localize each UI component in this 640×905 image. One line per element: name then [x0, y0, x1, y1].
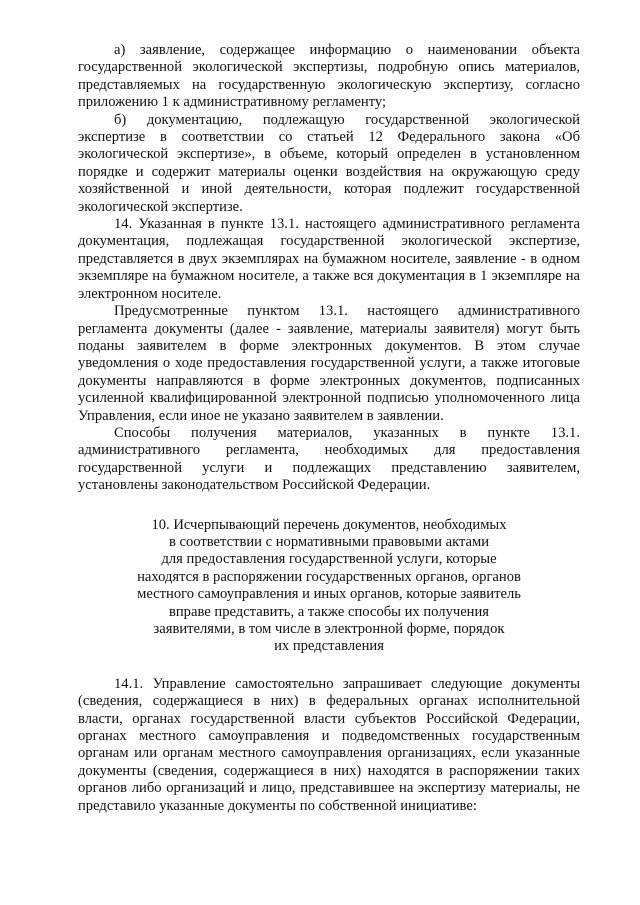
- paragraph-clause-14-1: 14.1. Управление самостоятельно запрашивает следующие документы (сведения, содержащиеся в них) в федеральных органах исполнительной власти, органах государственной власти субъектов Российской Федерации, органах местного самоуправления и подведомственных государственным органам или органам местного самоуправления организациях, если указанные документы (сведения, содержащиеся в них) находятся в распоряжении таких органов либо организаций и лицо, представившее на экспертизу материалы, не представило указанные документы по собственной инициативе:: [78, 675, 580, 814]
- heading-line: находятся в распоряжении государственных органов, органов: [137, 568, 521, 585]
- heading-line: их представления: [274, 638, 384, 655]
- paragraph-methods-of-obtaining: Способы получения материалов, указанных в пункте 13.1. административного регламента, необходимых для предоставления государственной услуги и подлежащих представлению заявителем, установлены законодательством Российской Федерации.: [78, 424, 580, 494]
- heading-line: заявителями, в том числе в электронной форме, порядок: [153, 621, 505, 637]
- paragraph-electronic-documents: Предусмотренные пунктом 13.1. настоящего административного регламента документы (далее - заявление, материалы заявителя) могут быть поданы заявителем в форме электронных документов. В этом случае уведомления о ходе предоставления государственной услуги, а также итоговые документы направляются в форме электронных документов, подписанных усиленной квалифицированной электронной подписью уполномоченного лица Управления, если иное не указано заявителем в заявлении.: [78, 303, 580, 424]
- heading-line: 10. Исчерпывающий перечень документов, необходимых: [151, 516, 507, 533]
- paragraph-clause-14: 14. Указанная в пункте 13.1. настоящего административного регламента документация, подлежащая государственной экологической экспертизе, представляется в двух экземплярах на бумажном носителе, заявление - в одном экземпляре на бумажном носителе, а также вся документация в 1 экземпляре на электронном носителе.: [78, 216, 580, 302]
- document-page: [78, 42, 580, 815]
- paragraph-item-a: а) заявление, содержащее информацию о наименовании объекта государственной экологической экспертизы, подробную опись материалов, представляемых на государственную экологическую экспертизу, согласно приложению 1 к административному регламенту;: [78, 42, 580, 111]
- spacer: [78, 656, 580, 676]
- spacer: [78, 495, 580, 517]
- heading-line: вправе представить, а также способы их получения: [168, 603, 490, 620]
- heading-line: в соответствии с нормативными правовыми актами: [168, 533, 490, 550]
- section-heading: [78, 517, 580, 656]
- heading-line: для предоставления государственной услуги, которые: [161, 551, 497, 568]
- paragraph-item-b: б) документацию, подлежащую государственной экологической экспертизе в соответствии со статьей 12 Федерального закона «Об экологической экспертизе», в объеме, который определен в установленном порядке и содержит материалы оценки воздействия на окружающую среду хозяйственной и иной деятельности, которая подлежит государственной экологической экспертизе.: [78, 111, 580, 215]
- heading-line: местного самоуправления и иных органов, которые заявитель: [137, 586, 521, 603]
